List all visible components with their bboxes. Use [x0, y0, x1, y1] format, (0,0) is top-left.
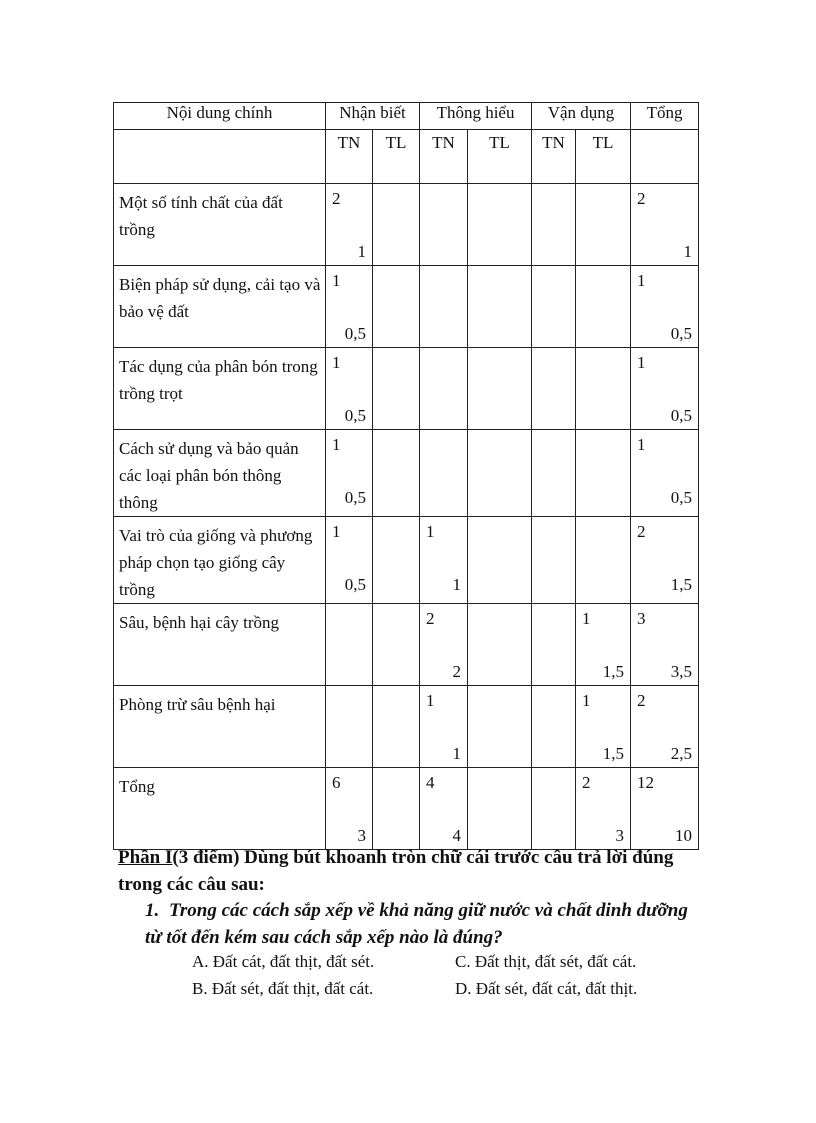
score-value: 1,5 — [602, 662, 625, 681]
option-c[interactable]: C. Đất thịt, đất sét, đất cát. — [455, 952, 637, 971]
question-count: 6 — [332, 773, 341, 792]
table-cell — [420, 517, 468, 604]
table-cell — [326, 348, 373, 430]
section-instruction: Dùng bút khoanh tròn chữ cái trước câu trả lời đúng trong các câu sau: — [118, 847, 674, 895]
subheader-cell: TN — [420, 130, 468, 184]
table-cell — [532, 604, 576, 686]
table-cell — [468, 184, 532, 266]
row-content: Sâu, bệnh hại cây trồng — [114, 604, 326, 686]
question-count: 1 — [426, 691, 435, 710]
subheader-cell: TL — [373, 130, 420, 184]
question-count: 1 — [332, 522, 341, 541]
score-value: 3 — [357, 826, 366, 845]
question-options — [192, 948, 712, 1002]
table-cell — [631, 348, 699, 430]
row-content: Biện pháp sử dụng, cải tạo và bảo vệ đất — [114, 266, 326, 348]
score-value: 0,5 — [670, 324, 693, 343]
table-cell — [532, 348, 576, 430]
table-cell — [468, 517, 532, 604]
score-value: 0,5 — [344, 488, 366, 507]
table-cell — [576, 184, 631, 266]
question-count: 12 — [637, 773, 655, 792]
table-cell — [420, 768, 468, 850]
table-cell — [420, 266, 468, 348]
question-count: 1 — [637, 435, 646, 454]
table-cell — [532, 266, 576, 348]
score-value: 1 — [683, 242, 693, 261]
table-cell — [631, 266, 699, 348]
question-text: Trong các cách sắp xếp về khả năng giữ nước và chất dinh dưỡng từ tốt đến kém sau cách sắp xếp nào là đúng? — [145, 900, 688, 948]
table-cell — [326, 184, 373, 266]
table-cell — [373, 184, 420, 266]
question-count: 1 — [332, 271, 341, 290]
score-value: 0,5 — [344, 575, 366, 594]
table-cell — [373, 348, 420, 430]
question-count: 2 — [332, 189, 341, 208]
question-count: 2 — [637, 691, 646, 710]
table-row — [114, 430, 699, 517]
table-row — [114, 348, 699, 430]
table-cell — [326, 604, 373, 686]
section-points: (3 điểm) — [172, 847, 240, 868]
option-d[interactable]: D. Đất sét, đất cát, đất thịt. — [455, 979, 638, 998]
table-cell — [631, 686, 699, 768]
score-value: 0,5 — [344, 324, 366, 343]
subheader-empty — [631, 130, 699, 184]
table-cell — [576, 604, 631, 686]
header-comprehension: Thông hiểu — [420, 103, 532, 130]
table-cell — [420, 686, 468, 768]
score-value: 3 — [615, 826, 625, 845]
score-value: 0,5 — [670, 406, 693, 425]
table-row — [114, 604, 699, 686]
table-cell — [468, 768, 532, 850]
score-value: 0,5 — [670, 488, 693, 507]
table-cell — [326, 686, 373, 768]
section-heading — [118, 844, 718, 898]
score-value: 1 — [452, 744, 462, 763]
question-count: 3 — [637, 609, 646, 628]
table-row — [114, 768, 699, 850]
score-value: 1 — [357, 242, 366, 261]
question-count: 1 — [426, 522, 435, 541]
table-cell — [576, 348, 631, 430]
question-count: 2 — [637, 189, 646, 208]
row-content: Tác dụng của phân bón trong trồng trọt — [114, 348, 326, 430]
score-value: 4 — [452, 826, 462, 845]
table-cell — [532, 430, 576, 517]
table-cell — [373, 686, 420, 768]
table-cell — [576, 768, 631, 850]
section-label: Phần I — [118, 847, 173, 868]
table-row — [114, 686, 699, 768]
table-cell — [326, 517, 373, 604]
question-count: 1 — [332, 435, 341, 454]
table-cell — [373, 517, 420, 604]
table-cell — [576, 686, 631, 768]
table-cell — [420, 184, 468, 266]
table-row — [114, 184, 699, 266]
score-value: 3,5 — [670, 662, 693, 681]
table-cell — [468, 604, 532, 686]
row-content: Phòng trừ sâu bệnh hại — [114, 686, 326, 768]
table-cell — [326, 768, 373, 850]
table-cell — [532, 184, 576, 266]
header-total: Tổng — [631, 103, 699, 130]
header-content: Nội dung chính — [114, 103, 326, 130]
question-count: 2 — [426, 609, 435, 628]
score-value: 10 — [675, 826, 693, 845]
table-cell — [576, 430, 631, 517]
option-b[interactable]: B. Đất sét, đất thịt, đất cát. — [192, 979, 374, 998]
table-cell — [532, 686, 576, 768]
table-cell — [326, 266, 373, 348]
row-content: Một số tính chất của đất trồng — [114, 184, 326, 266]
question-count: 1 — [582, 609, 591, 628]
table-cell — [576, 266, 631, 348]
subheader-empty — [114, 130, 326, 184]
question-count: 1 — [637, 271, 646, 290]
table-cell — [373, 604, 420, 686]
subheader-cell: TL — [576, 130, 631, 184]
table-cell — [420, 604, 468, 686]
table-cell — [420, 430, 468, 517]
content-matrix-table — [113, 102, 699, 850]
score-value: 1,5 — [602, 744, 625, 763]
question-count: 4 — [426, 773, 435, 792]
table-row — [114, 266, 699, 348]
table-cell — [631, 184, 699, 266]
score-value: 1,5 — [670, 575, 693, 594]
table-cell — [373, 768, 420, 850]
score-value: 0,5 — [344, 406, 366, 425]
question-1 — [145, 897, 705, 951]
table-cell — [532, 768, 576, 850]
question-number: 1. — [145, 900, 160, 921]
header-application: Vận dụng — [532, 103, 631, 130]
subheader-cell: TL — [468, 130, 532, 184]
subheader-cell: TN — [532, 130, 576, 184]
table-cell — [468, 348, 532, 430]
table-cell — [631, 768, 699, 850]
subheader-row — [114, 130, 699, 184]
question-count: 2 — [637, 522, 646, 541]
table-cell — [326, 430, 373, 517]
option-a[interactable]: A. Đất cát, đất thịt, đất sét. — [192, 952, 375, 971]
score-value: 2,5 — [670, 744, 693, 763]
score-value: 2 — [452, 662, 462, 681]
table-row — [114, 517, 699, 604]
question-count: 1 — [332, 353, 341, 372]
score-value: 1 — [452, 575, 462, 594]
question-count: 1 — [637, 353, 646, 372]
table-cell — [631, 517, 699, 604]
header-recognition: Nhận biết — [326, 103, 420, 130]
row-content: Cách sử dụng và bảo quản các loại phân bón thông thông — [114, 430, 326, 517]
table-cell — [373, 266, 420, 348]
table-cell — [468, 430, 532, 517]
table-cell — [468, 266, 532, 348]
table-cell — [420, 348, 468, 430]
header-row — [114, 103, 699, 130]
row-content: Tổng — [114, 768, 326, 850]
table-cell — [373, 430, 420, 517]
question-count: 2 — [582, 773, 591, 792]
table-cell — [532, 517, 576, 604]
table-cell — [631, 430, 699, 517]
table-cell — [468, 686, 532, 768]
table-cell — [631, 604, 699, 686]
row-content: Vai trò của giống và phương pháp chọn tạo giống cây trồng — [114, 517, 326, 604]
subheader-cell: TN — [326, 130, 373, 184]
table-cell — [576, 517, 631, 604]
question-count: 1 — [582, 691, 591, 710]
